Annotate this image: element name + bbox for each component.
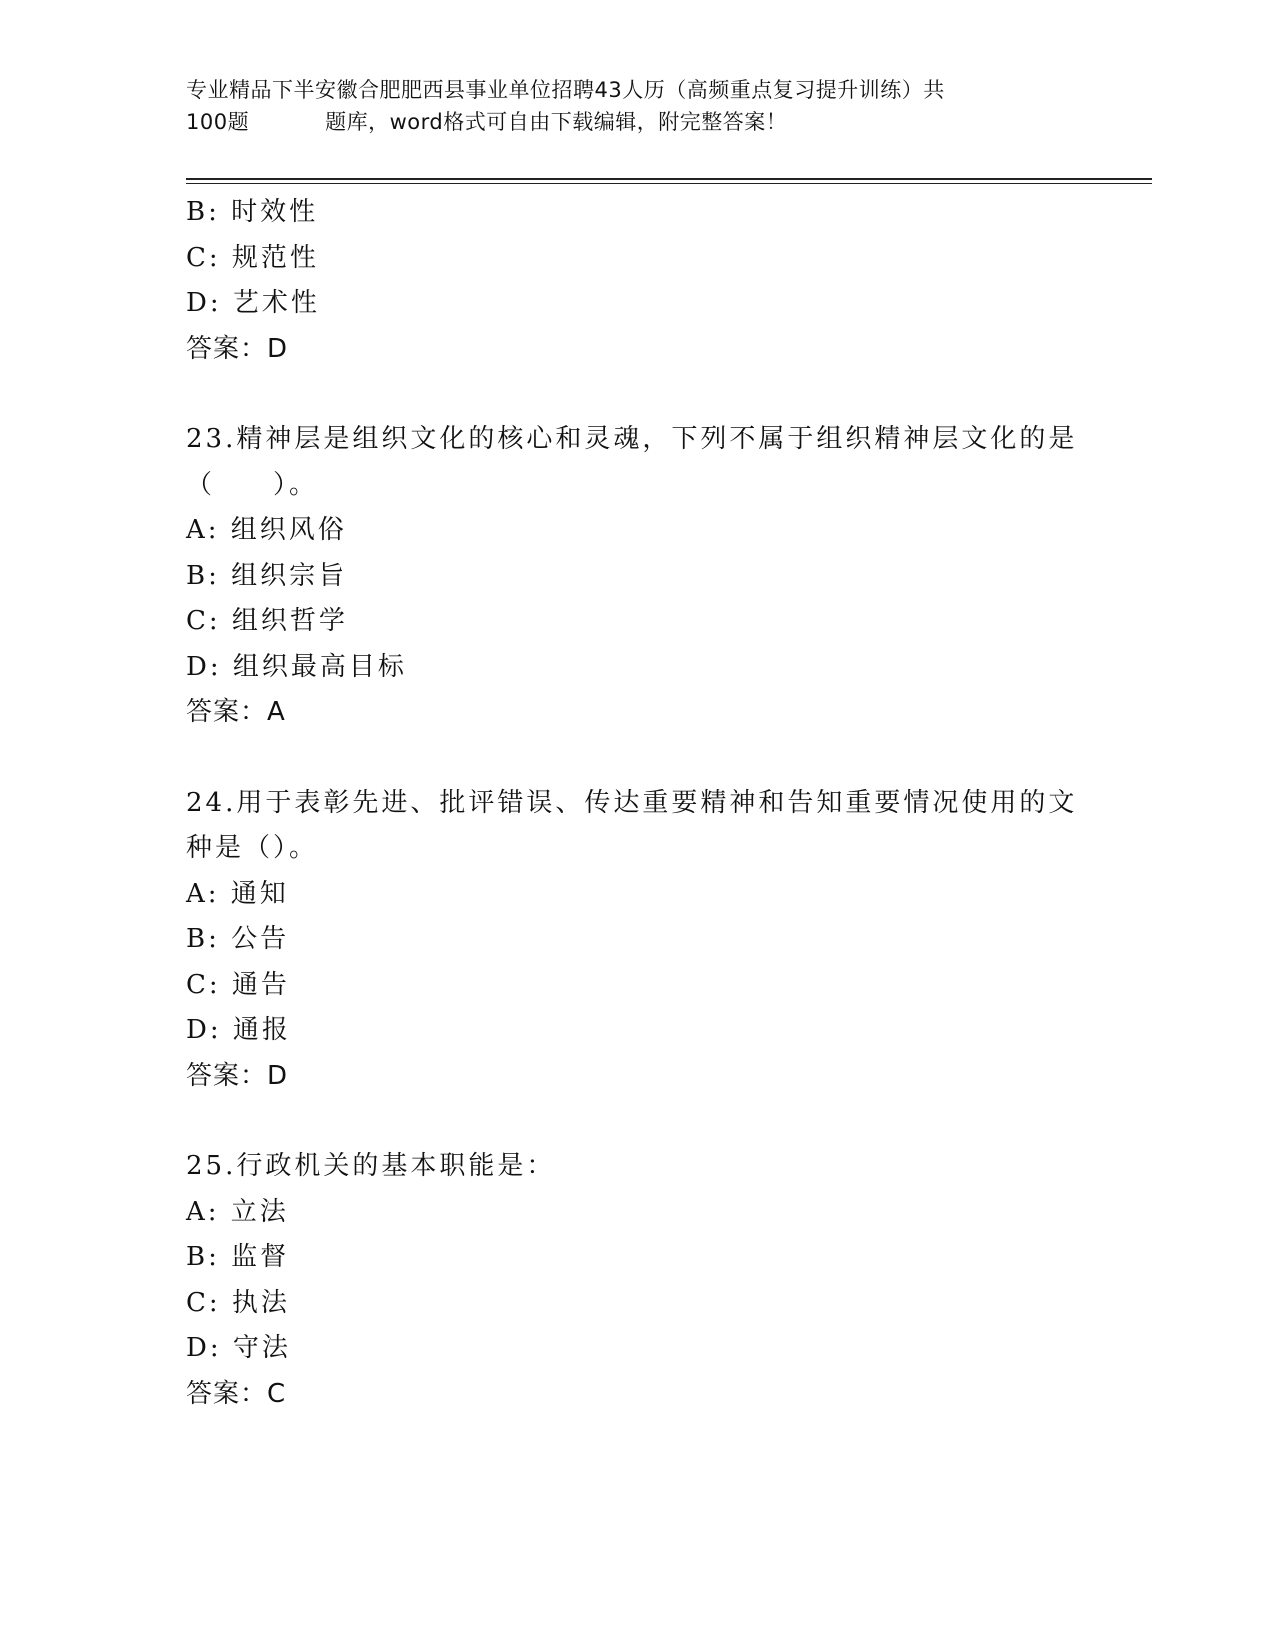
option-b: B: 组织宗旨 xyxy=(186,560,348,591)
question-23-text-line2: （ ）。 xyxy=(186,469,319,500)
answer-line: 答案：D xyxy=(186,1060,289,1091)
question-24-text-line1: 24.用于表彰先进、批评错误、传达重要精神和告知重要情况使用的文 xyxy=(186,787,1078,818)
option-c: C: 规范性 xyxy=(186,242,319,273)
option-a: A: 通知 xyxy=(186,878,289,909)
option-a: A: 组织风俗 xyxy=(186,515,347,545)
option-c: C: 通告 xyxy=(186,969,290,1000)
header-title-line1: 专业精品下半安徽合肥肥西县事业单位招聘43人历（高频重点复习提升训练）共 xyxy=(186,78,945,102)
header-divider-thick xyxy=(186,178,1152,180)
header-question-count: 100题 xyxy=(186,110,250,134)
option-b: B: 时效性 xyxy=(186,197,319,227)
option-b: B: 公告 xyxy=(186,924,290,954)
option-d: D: 守法 xyxy=(186,1333,291,1363)
question-24-text-line2: 种是（）。 xyxy=(186,833,319,863)
option-b: B: 监督 xyxy=(186,1242,290,1272)
option-a: A: 立法 xyxy=(186,1196,289,1227)
option-d: D: 通报 xyxy=(186,1015,291,1045)
question-23-text-line1: 23.精神层是组织文化的核心和灵魂，下列不属于组织精神层文化的是 xyxy=(186,424,1078,454)
answer-line: 答案：D xyxy=(186,333,289,364)
page-header xyxy=(186,74,1086,138)
option-d: D: 组织最高目标 xyxy=(186,651,407,682)
question-25-text: 25.行政机关的基本职能是： xyxy=(186,1151,556,1181)
answer-line: 答案：C xyxy=(186,1378,287,1409)
header-description: 题库，word格式可自由下载编辑，附完整答案！ xyxy=(325,110,788,134)
question-content xyxy=(186,190,1086,1417)
option-c: C: 执法 xyxy=(186,1287,290,1318)
answer-line: 答案：A xyxy=(186,697,286,727)
option-d: D: 艺术性 xyxy=(186,288,320,318)
header-divider-thin xyxy=(186,183,1152,184)
option-c: C: 组织哲学 xyxy=(186,606,348,636)
header-title-line2 xyxy=(186,106,1086,138)
